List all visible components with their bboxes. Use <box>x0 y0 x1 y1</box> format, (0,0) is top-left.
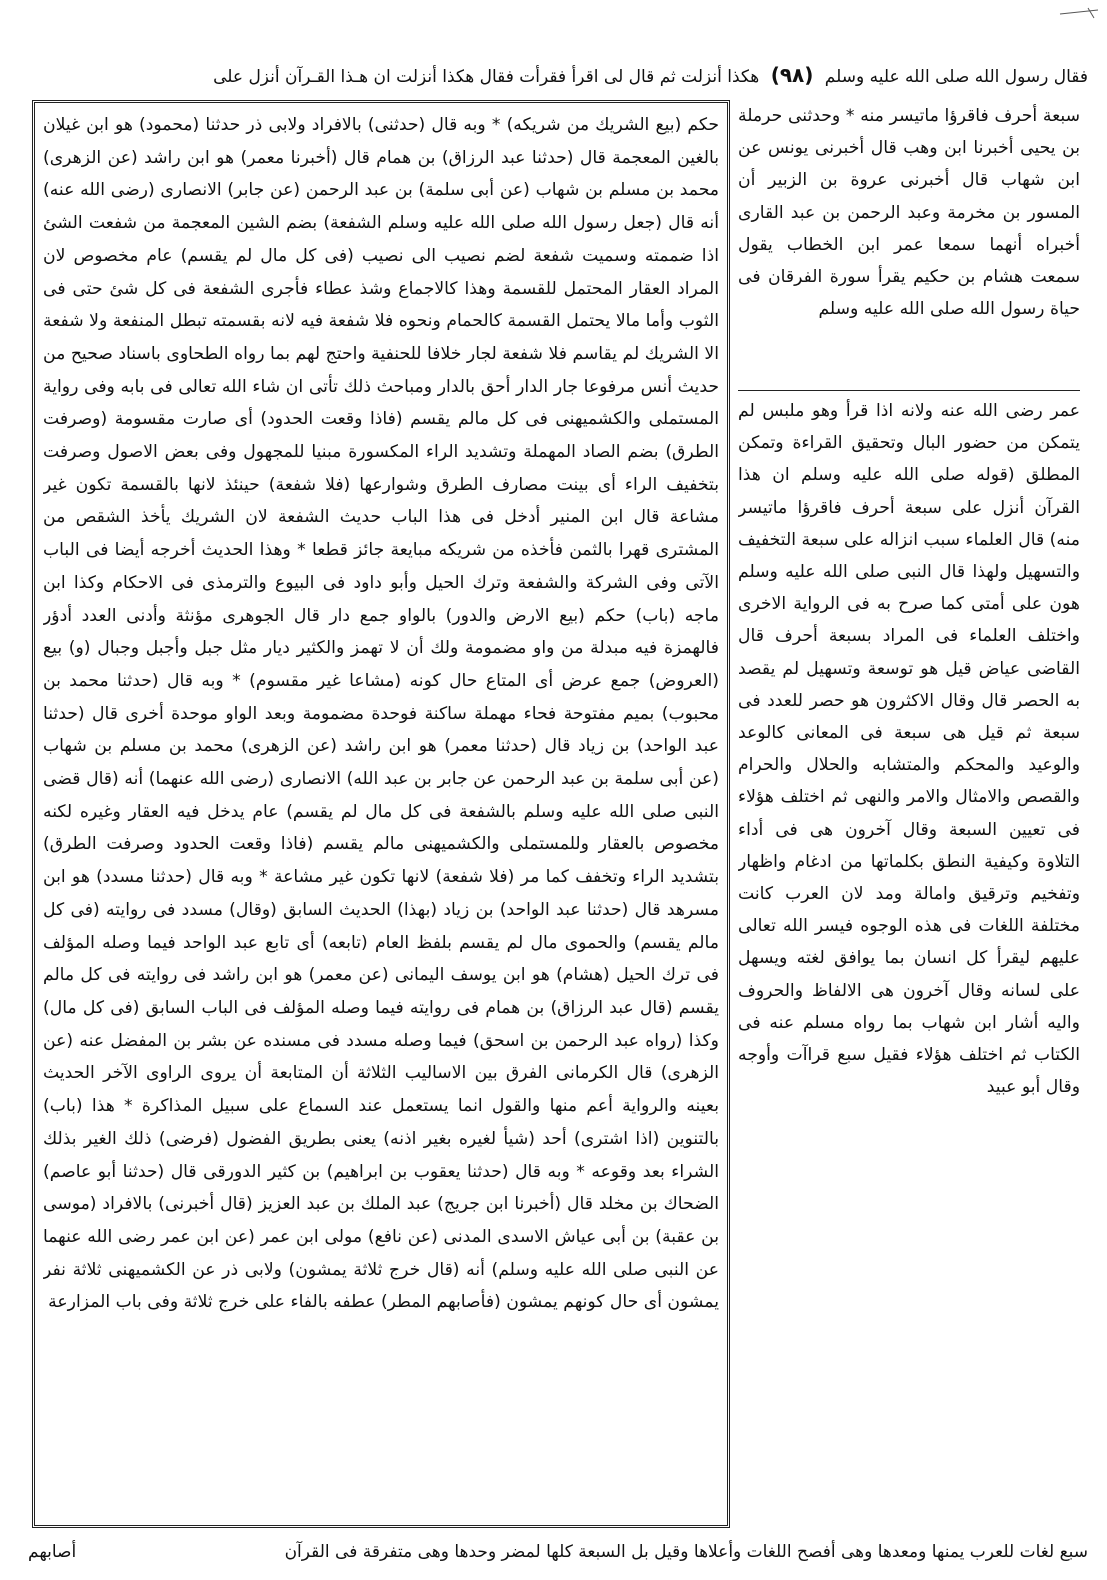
main-commentary-text: حكم (بيع الشريك من شريكه) * وبه قال (حدثنى) بالافراد ولابى ذر حدثنا (محمود) هو ابن غيلان بالغين المعجمة قال (حدثنا عبد الرزاق) بن همام قال (أخبرنا معمر) هو ابن راشد (عن الزهرى) محمد بن مسلم بن شهاب (عن أبى سلمة) بن عبد الرحمن (عن جابر) الانصارى (رضى الله عنه) أنه قال (جعل رسول الله صلى الله عليه وسلم الشفعة) بضم الشين المعجمة من شفعت الشئ اذا ضممته وسميت شفعة لضم نصيب الى نصيب (فى كل مال لم يقسم) عام مخصوص لان المراد العقار المحتمل للقسمة وهذا كالاجماع وشذ عطاء فأجرى الشفعة فى كل شئ حتى فى الثوب وأما مالا يحتمل القسمة كالحمام ونحوه فلا شفعة فيه لانه بقسمته تبطل المنفعة ولا شفعة الا الشريك لم يقاسم فلا شفعة لجار خلافا للحنفية واحتج لهم بما رواه الطحاوى باسناد صحيح من حديث أنس مرفوعا جار الدار أحق بالدار ومباحث ذلك تأتى ان شاء الله تعالى فى بابه وفى رواية المستملى والكشميهنى فى كل مالم يقسم (فاذا وقعت الحدود) أى صارت مقسومة (وصرفت الطرق) بضم الصاد المهملة وتشديد الراء المكسورة مبنيا للمجهول وفى بعض الاصول وصرفت بتخفيف الراء أى بينت مصارف الطرق وشوارعها (فلا شفعة) حينئذ لانها بالقسمة تكون غير مشاعة قال ابن المنير أدخل فى هذا الباب حديث الشفعة لان الشريك يأخذ الشقص من المشترى قهرا بالثمن فأخذه من شريكه مبايعة جائز قطعا * وهذا الحديث أخرجه أيضا فى الباب الآتى وفى الشركة والشفعة وترك الحيل وأبو داود فى البيوع والترمذى فى الاحكام وكذا ابن ماجه (باب) حكم (بيع الارض والدور) بالواو جمع دار قال الجوهرى مؤنثة وأدنى العدد أدؤر فالهمزة فيه مبدلة من واو مضمومة ولك أن لا تهمز والكثير ديار مثل جبل وأجبل وجبال (و) بيع (العروض) جمع عرض أى المتاع حال كونه (مشاعا غير مقسوم) * وبه قال (حدثنا محمد بن محبوب) بميم مفتوحة فحاء مهملة ساكنة فوحدة مضمومة وبعد الواو موحدة أخرى قال (حدثنا عبد الواحد) بن زياد قال (حدثنا معمر) هو ابن راشد (عن الزهرى) محمد بن مسلم بن شهاب (عن أبى سلمة بن عبد الرحمن عن جابر بن عبد الله) الانصارى (رضى الله عنهما) أنه (قال قضى النبى صلى الله عليه وسلم بالشفعة فى كل مال لم يقسم) عام يدخل فيه العقار وغيره لكنه مخصوص بالعقار وللمستملى والكشميهنى مالم يقسم (فاذا وقعت الحدود وصرفت الطرق) بتشديد الراء وتخفف كما مر (فلا شفعة) لانها تكون غير مشاعة * وبه قال (حدثنا مسدد) هو ابن مسرهد قال (حدثنا عبد الواحد) بن زياد (بهذا) الحديث السابق (وقال) مسدد فى روايته (فى كل مالم يقسم) والحموى مال لم يقسم بلفظ العام (تابعه) أى تابع عبد الواحد فيما وصله المؤلف فى ترك الحيل (هشام) هو ابن يوسف اليمانى (عن معمر) هو ابن راشد فى روايته فى كل مالم يقسم (قال عبد الرزاق) بن همام فى روايته فيما وصله المؤلف فى الباب السابق (فى كل مال) وكذا (رواه عبد الرحمن بن اسحق) فيما وصله مسدد فى مسنده عن بشر بن المفضل عنه (عن الزهرى) قال الكرمانى الفرق بين الاساليب الثلاثة أن المتابعة أن يروى الراوى الآخر الحديث بعينه والرواية أعم منها والقول انما يستعمل عند السماع على سبيل المذاكرة * هذا (باب) بالتنوين (اذا اشترى) أحد (شيأ لغيره بغير اذنه) يعنى بطريق الفضول (فرضى) ذلك الغير بذلك الشراء بعد وقوعه * وبه قال (حدثنا يعقوب بن ابراهيم) بن كثير الدورقى قال (حدثنا أبو عاصم) الضحاك بن مخلد قال (أخبرنا ابن جريج) عبد الملك بن عبد العزيز (قال أخبرنى) بالافراد (موسى بن عقبة) بن أبى عياش الاسدى المدنى (عن نافع) مولى ابن عمر (عن ابن عمر رضى الله عنهما عن النبى صلى الله عليه وسلم) أنه (قال خرج ثلاثة يمشون) ولابى ذر عن الكشميهنى ثلاثة نفر يمشون أى حال كونهم يمشون (فأصابهم المطر) عطفه بالفاء على خرج ثلاثة وفى باب المزارعة <box>43 115 719 1313</box>
margin-hadith-text: سبعة أحرف فاقرؤا ماتيسر منه * وحدثنى حرملة بن يحيى أخبرنا ابن وهب قال أخبرنى يونس عن ابن شهاب قال أخبرنى عروة بن الزبير أن المسور بن مخرمة وعبد الرحمن بن عبد القارى أخبراه أنهما سمعا عمر ابن الخطاب يقول سمعت هشام بن حكيم يقرأ سورة الفرقان فى حياة رسول الله صلى الله عليه وسلم <box>738 100 1080 391</box>
footer-catchword: أصابهم <box>28 1542 77 1562</box>
main-commentary-frame <box>32 100 730 1528</box>
footer-text: سبع لغات للعرب يمنها ومعدها وهى أفصح اللغات وأعلاها وقيل بل السبعة كلها لمضر وحدها وهى متفرقة فى القرآن <box>284 1542 1088 1562</box>
corner-ink-mark <box>1058 4 1102 20</box>
page-number: (٩٨) <box>770 63 814 87</box>
header-right-text: فقال رسول الله صلى الله عليه وسلم <box>824 67 1088 87</box>
page-footer <box>28 1537 1088 1567</box>
header-left-text: هكذا أنزلت ثم قال لى اقرأ فقرأت فقال هكذا أنزلت ان هـذا القـرآن أنزل على <box>213 67 760 87</box>
margin-column <box>738 100 1080 1528</box>
margin-commentary-text: عمر رضى الله عنه ولانه اذا قرأ وهو ملبس لم يتمكن من حضور البال وتحقيق القراءة وتمكن المطلق (قوله صلى الله عليه وسلم ان هذا القرآن أنزل على سبعة أحرف فاقرؤا ماتيسر منه) قال العلماء سبب انزاله على سبعة التخفيف والتسهيل ولهذا قال النبى صلى الله عليه وسلم هون على أمتى كما صرح به فى الرواية الاخرى واختلف العلماء فى المراد بسبعة أحرف قال القاضى عياض قيل هو توسعة وتسهيل لم يقصد به الحصر قال وقال الاكثرون هو حصر للعدد فى سبعة ثم قيل هى سبعة فى المعانى كالوعد والوعيد والمحكم والمتشابه والحلال والحرام والقصص والامثال والامر والنهى ثم اختلف هؤلاء فى تعيين السبعة وقال آخرون هى فى أداء التلاوة وكيفية النطق بكلماتها من ادغام واظهار وتفخيم وترقيق وامالة ومد لان العرب كانت مختلفة اللغات فى هذه الوجوه فيسر الله تعالى عليهم ليقرأ كل انسان بما يوافق لغته ويسهل على لسانه وقال آخرون هى الالفاظ والحروف واليه أشار ابن شهاب بما رواه مسلم عنه فى الكتاب ثم اختلف هؤلاء فقيل سبع قراآت وأوجه وقال أبو عبيد <box>738 401 1080 1098</box>
page-header <box>28 58 1088 92</box>
